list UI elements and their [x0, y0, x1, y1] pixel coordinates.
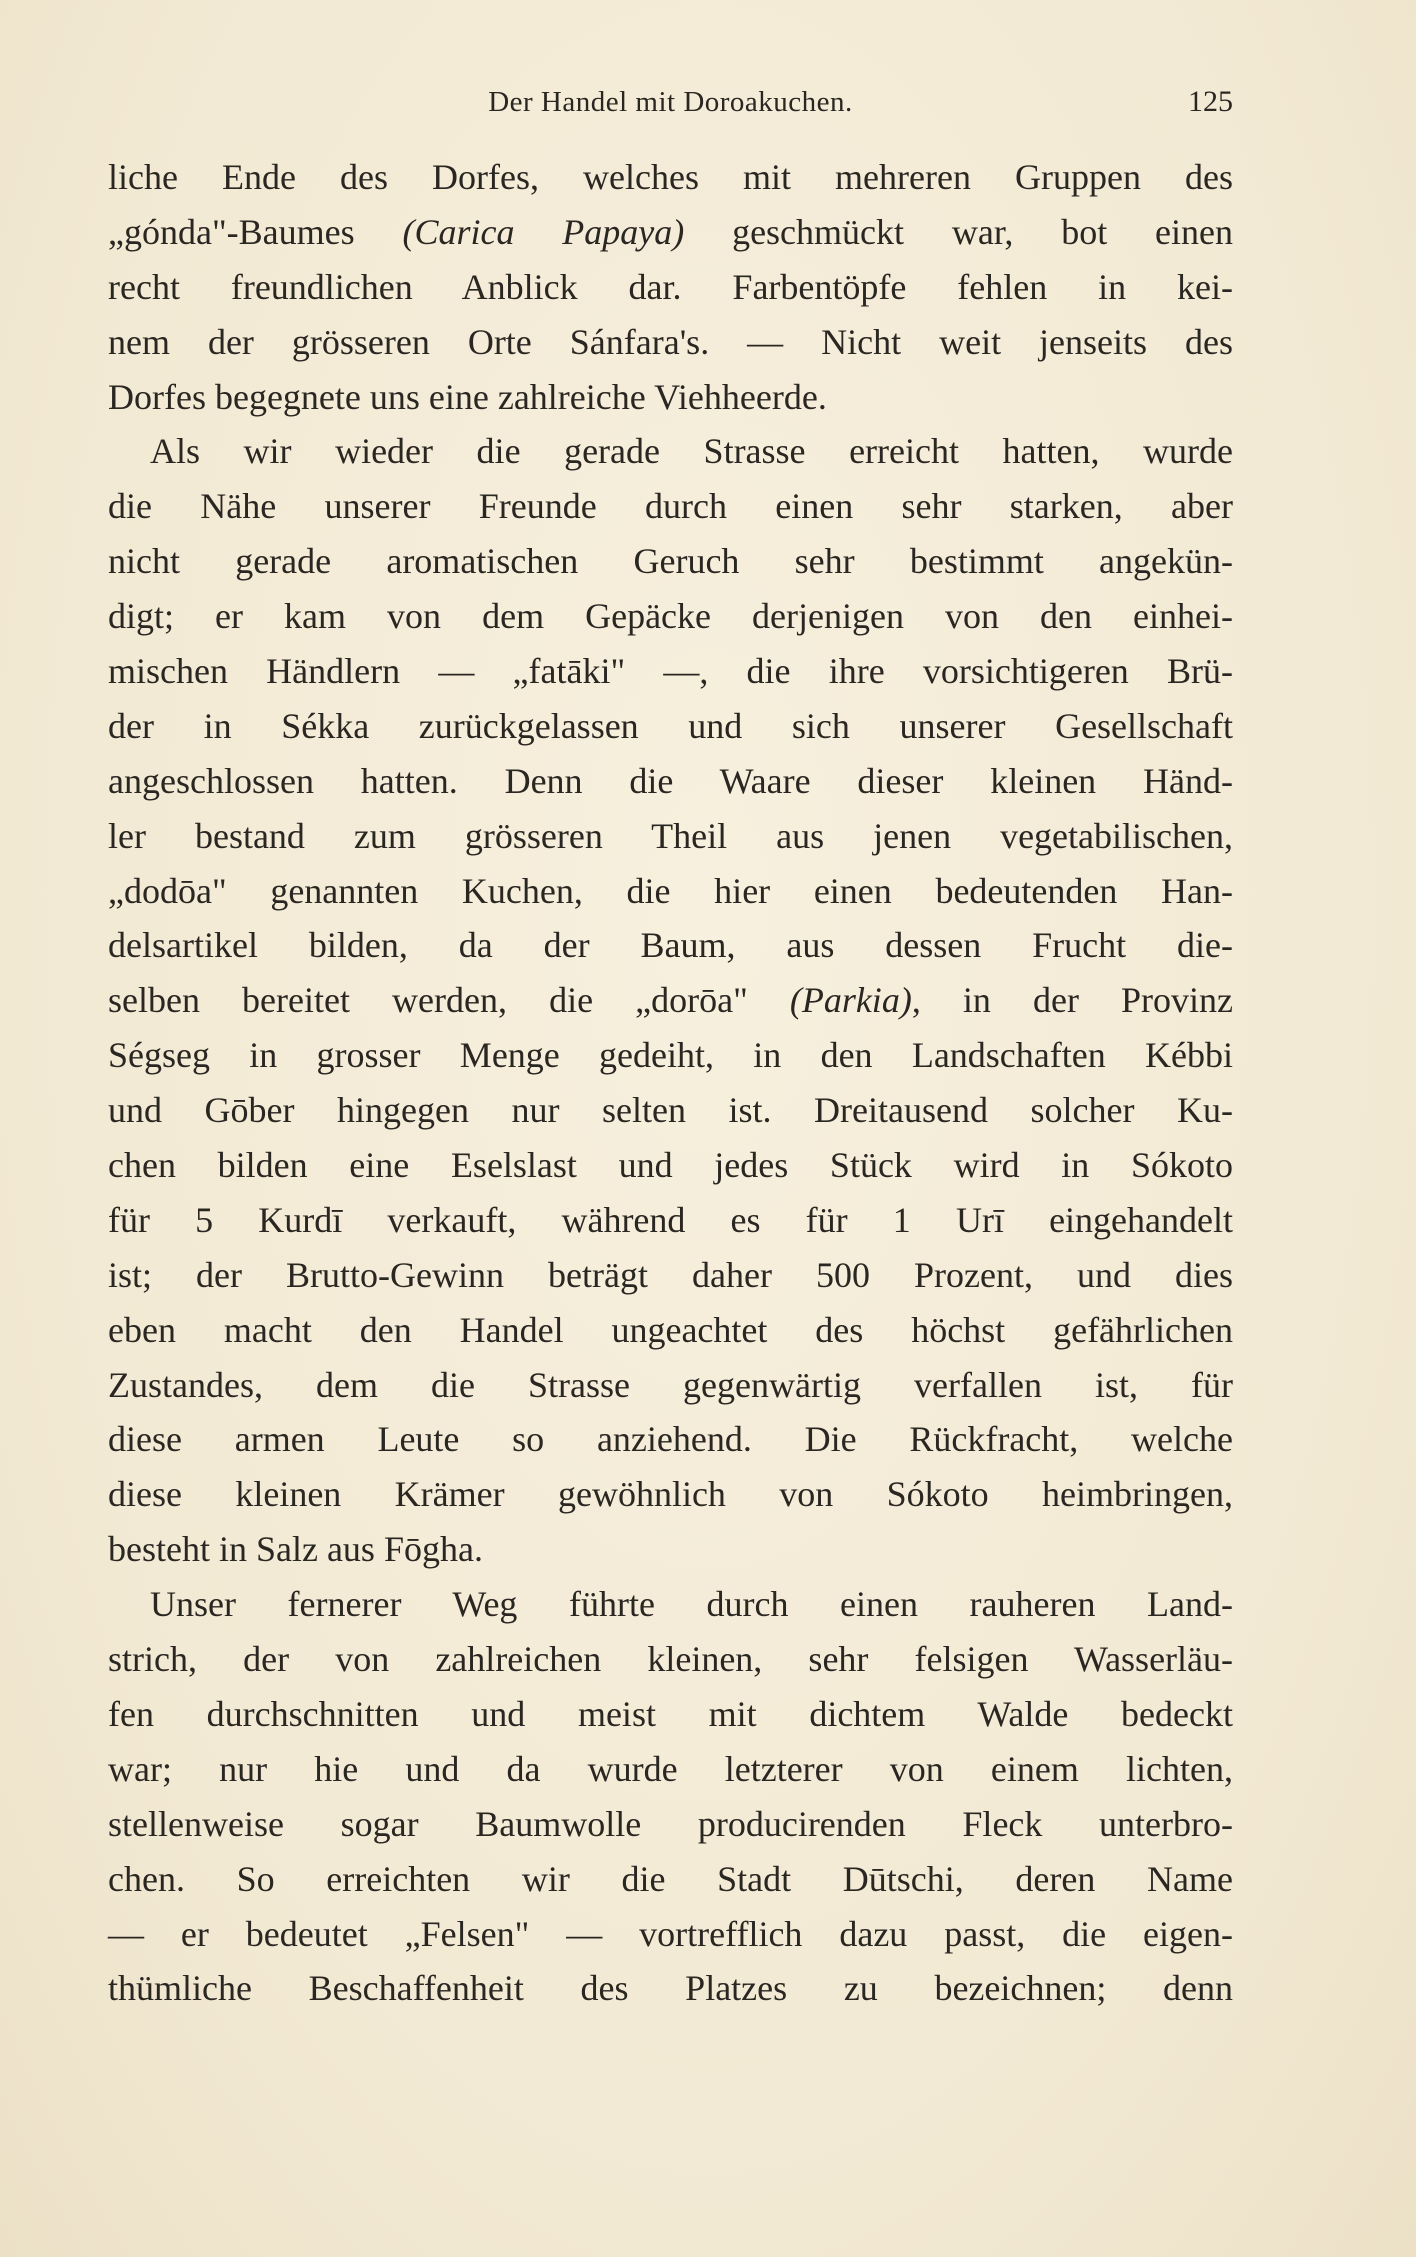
body-text: [108, 150, 1233, 2016]
text-line: eben macht den Handel ungeachtet des höchst gefährlichen: [108, 1309, 1233, 1350]
text-line: besteht in Salz aus Fōgha.: [108, 1529, 483, 1570]
text-line: — er bedeutet „Felsen" — vortrefflich dazu passt, die eigen-: [108, 1913, 1233, 1954]
text-line: nem der grösseren Orte Sánfara's. — Nicht weit jenseits des: [108, 321, 1233, 362]
text-line: der in Sékka zurückgelassen und sich unserer Gesellschaft: [108, 705, 1233, 746]
page-number: 125: [1188, 85, 1233, 118]
text-line: Dorfes begegnete uns eine zahlreiche Viehheerde.: [108, 376, 827, 417]
text-line: mischen Händlern — „fatāki" —, die ihre vorsichtigeren Brü-: [108, 651, 1233, 692]
text-line: chen bilden eine Eselslast und jedes Stück wird in Sókoto: [108, 1145, 1233, 1186]
text-line: die Nähe unserer Freunde durch einen sehr starken, aber: [108, 486, 1233, 527]
text-line: Ségseg in grosser Menge gedeiht, in den Landschaften Kébbi: [108, 1035, 1233, 1076]
text-line: chen. So erreichten wir die Stadt Dūtschi, deren Name: [108, 1858, 1233, 1899]
text-line: „dodōa" genannten Kuchen, die hier einen bedeutenden Han-: [108, 870, 1233, 911]
text-line: Unser fernerer Weg führte durch einen rauheren Land-: [150, 1584, 1233, 1625]
text-line: Als wir wieder die gerade Strasse erreicht hatten, wurde: [150, 431, 1233, 472]
page-header: [108, 82, 1233, 122]
text-line: Zustandes, dem die Strasse gegenwärtig verfallen ist, für: [108, 1364, 1233, 1405]
latin-name: (Parkia): [789, 980, 912, 1021]
latin-name: (Carica Papaya): [402, 211, 685, 252]
text-line: thümliche Beschaffenheit des Platzes zu bezeichnen; denn: [108, 1968, 1233, 2009]
running-title: Der Handel mit Doroakuchen.: [488, 86, 853, 118]
text-line: diese armen Leute so anziehend. Die Rückfracht, welche: [108, 1419, 1233, 1460]
text-line: für 5 Kurdī verkauft, während es für 1 Urī eingehandelt: [108, 1199, 1233, 1240]
text-line: „gónda"-Baumes (Carica Papaya) geschmückt war, bot einen: [108, 211, 1233, 252]
text-line: diese kleinen Krämer gewöhnlich von Sókoto heimbringen,: [108, 1474, 1233, 1515]
text-line: fen durchschnitten und meist mit dichtem Walde bedeckt: [108, 1693, 1233, 1734]
text-line: war; nur hie und da wurde letzterer von einem lichten,: [108, 1748, 1233, 1789]
text-line: ler bestand zum grösseren Theil aus jenen vegetabilischen,: [108, 815, 1233, 856]
text-line: digt; er kam von dem Gepäcke derjenigen von den einhei-: [108, 596, 1233, 637]
text-line: ist; der Brutto-Gewinn beträgt daher 500 Prozent, und dies: [108, 1254, 1233, 1295]
text-line: selben bereitet werden, die „dorōa" (Parkia), in der Provinz: [108, 980, 1233, 1021]
text-line: nicht gerade aromatischen Geruch sehr bestimmt angekün-: [108, 541, 1233, 582]
text-line: liche Ende des Dorfes, welches mit mehreren Gruppen des: [108, 157, 1233, 197]
text-line: delsartikel bilden, da der Baum, aus dessen Frucht die-: [108, 925, 1233, 966]
text-line: stellenweise sogar Baumwolle producirenden Fleck unterbro-: [108, 1803, 1233, 1844]
text-line: recht freundlichen Anblick dar. Farbentöpfe fehlen in kei-: [108, 266, 1233, 307]
text-line: und Gōber hingegen nur selten ist. Dreitausend solcher Ku-: [108, 1090, 1233, 1131]
text-line: strich, der von zahlreichen kleinen, sehr felsigen Wasserläu-: [108, 1639, 1233, 1680]
text-line: angeschlossen hatten. Denn die Waare dieser kleinen Händ-: [108, 760, 1233, 801]
